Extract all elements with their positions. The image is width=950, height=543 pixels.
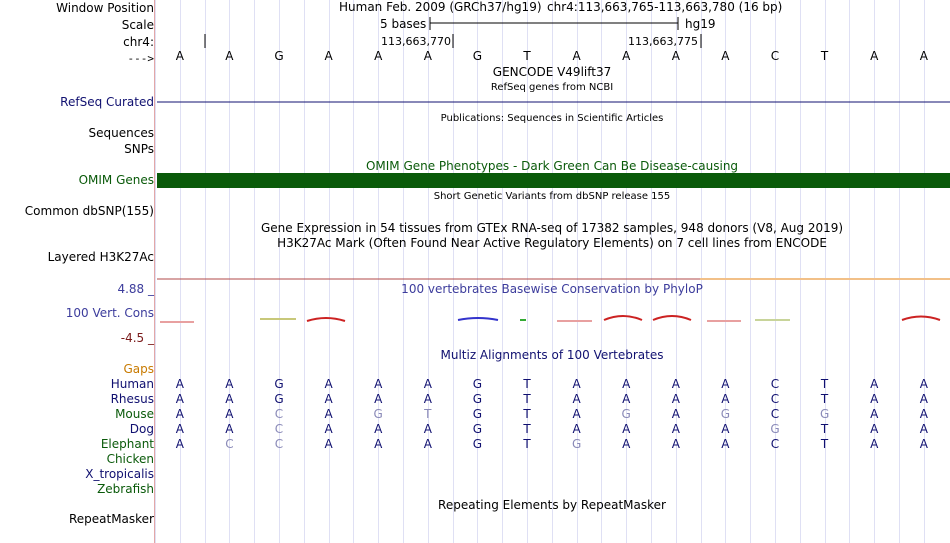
track-title-gtex: Gene Expression in 54 tissues from GTEx RNA-seq of 17382 samples, 948 donors (V8, Aug 2019) — [260, 221, 844, 235]
track-label-gaps[interactable]: Gaps — [123, 362, 154, 376]
aligned-base: G — [472, 392, 483, 406]
reference-base: A — [572, 49, 581, 63]
assembly-name: Human Feb. 2009 (GRCh37/hg19) — [339, 0, 542, 14]
aligned-base: A — [919, 407, 928, 421]
reference-base: A — [671, 49, 680, 63]
aligned-base: A — [324, 377, 333, 391]
aligned-base: A — [671, 377, 680, 391]
reference-base: C — [770, 49, 780, 63]
phylop-peak-8 — [653, 316, 691, 320]
aligned-base: A — [870, 377, 879, 391]
aligned-base: A — [919, 392, 928, 406]
aligned-base: A — [225, 377, 234, 391]
aligned-base: A — [671, 407, 680, 421]
aligned-base: A — [175, 407, 184, 421]
track-label-sequences[interactable]: Sequences — [88, 126, 154, 140]
aligned-base: G — [720, 407, 731, 421]
aligned-base: G — [274, 392, 284, 406]
aligned-base: C — [274, 437, 284, 451]
aligned-base: G — [274, 377, 284, 391]
aligned-base: A — [225, 407, 234, 421]
aligned-base: A — [870, 407, 879, 421]
aligned-base: A — [721, 377, 730, 391]
track-title-multiz: Multiz Alignments of 100 Vertebrates — [440, 348, 664, 362]
species-label-zebrafish[interactable]: Zebrafish — [97, 482, 154, 496]
scale-db: hg19 — [685, 17, 716, 31]
reference-base: A — [870, 49, 879, 63]
position-readout: chr4:113,663,765-113,663,780 (16 bp) — [547, 0, 783, 14]
aligned-base: A — [572, 407, 581, 421]
track-title-dbsnp: Short Genetic Variants from dbSNP release 155 — [433, 191, 671, 202]
reference-base: A — [175, 49, 184, 63]
alignment-row-rhesus — [0, 392, 950, 407]
scale-label: Scale — [121, 18, 154, 32]
reference-base: A — [622, 49, 631, 63]
reference-base: A — [721, 49, 730, 63]
species-label-xtropicalis[interactable]: X_tropicalis — [85, 467, 154, 481]
aligned-base: G — [770, 422, 780, 436]
aligned-base: A — [622, 437, 631, 451]
aligned-base: A — [175, 377, 184, 391]
alignment-row-dog — [0, 422, 950, 437]
omim-gene-band — [157, 173, 950, 188]
alignment-row-elephant — [0, 437, 950, 452]
species-label-elephant[interactable]: Elephant — [100, 437, 154, 451]
aligned-base: A — [324, 392, 333, 406]
species-label-dog[interactable]: Dog — [129, 422, 154, 436]
aligned-base: A — [572, 392, 581, 406]
aligned-base: G — [472, 377, 483, 391]
aligned-base: A — [622, 422, 631, 436]
aligned-base: A — [423, 392, 432, 406]
phylop-peak-3 — [307, 318, 345, 321]
chrom-label: chr4: — [123, 35, 154, 49]
aligned-base: A — [374, 392, 383, 406]
aligned-base: G — [571, 437, 582, 451]
track-label-cons[interactable]: 100 Vert. Cons — [65, 306, 154, 320]
aligned-base: A — [225, 422, 234, 436]
track-label-repeatmasker[interactable]: RepeatMasker — [68, 512, 154, 526]
aligned-base: A — [324, 437, 333, 451]
aligned-base: C — [770, 407, 780, 421]
track-title-publications: Publications: Sequences in Scientific Articles — [440, 113, 664, 124]
aligned-base: A — [572, 377, 581, 391]
aligned-base: A — [374, 437, 383, 451]
aligned-base: T — [820, 392, 829, 406]
aligned-base: A — [870, 422, 879, 436]
aligned-base: G — [472, 437, 483, 451]
aligned-base: A — [225, 392, 234, 406]
aligned-base: A — [324, 407, 333, 421]
reference-base: T — [820, 49, 829, 63]
species-label-mouse[interactable]: Mouse — [115, 407, 154, 421]
aligned-base: A — [919, 377, 928, 391]
reference-base: A — [324, 49, 333, 63]
track-title-gencode: GENCODE V49lift37 — [492, 65, 612, 79]
track-label-dbsnp[interactable]: Common dbSNP(155) — [24, 204, 154, 218]
reference-base: G — [274, 49, 284, 63]
aligned-base: G — [373, 407, 383, 421]
reference-sequence-row — [0, 49, 950, 64]
cons-min-label: -4.5 _ — [120, 331, 154, 345]
coord-label-b: 113,663,775 — [628, 35, 698, 48]
species-label-rhesus[interactable]: Rhesus — [110, 392, 154, 406]
strand-label: ---> — [127, 52, 154, 65]
track-label-h3k27ac[interactable]: Layered H3K27Ac — [47, 250, 154, 264]
window-position-label: Window Position — [56, 1, 154, 15]
track-title-h3k27ac: H3K27Ac Mark (Often Found Near Active Regulatory Elements) on 7 cell lines from ENCODE — [277, 236, 827, 250]
aligned-base: C — [770, 437, 780, 451]
aligned-base: A — [870, 437, 879, 451]
reference-base: A — [374, 49, 383, 63]
aligned-base: G — [472, 422, 483, 436]
aligned-base: A — [622, 377, 631, 391]
aligned-base: A — [374, 422, 383, 436]
reference-base: A — [225, 49, 234, 63]
aligned-base: A — [721, 437, 730, 451]
aligned-base: A — [175, 437, 184, 451]
aligned-base: A — [919, 422, 928, 436]
aligned-base: A — [622, 392, 631, 406]
aligned-base: A — [870, 392, 879, 406]
reference-base: T — [523, 49, 531, 63]
track-title-refseq: RefSeq genes from NCBI — [490, 82, 614, 93]
aligned-base: A — [175, 422, 184, 436]
alignment-row-mouse — [0, 407, 950, 422]
aligned-base: A — [572, 422, 581, 436]
reference-base: A — [423, 49, 432, 63]
aligned-base: T — [424, 407, 432, 421]
alignment-row-human — [0, 377, 950, 392]
aligned-base: C — [770, 377, 780, 391]
species-label-human[interactable]: Human — [110, 377, 154, 391]
phylop-peak-4 — [458, 318, 498, 320]
aligned-base: A — [175, 392, 184, 406]
aligned-base: G — [472, 407, 483, 421]
aligned-base: A — [671, 422, 680, 436]
phylop-peak-11 — [902, 317, 940, 321]
aligned-base: C — [274, 407, 284, 421]
aligned-base: A — [423, 422, 432, 436]
aligned-base: G — [819, 407, 830, 421]
track-title-omim: OMIM Gene Phenotypes - Dark Green Can Be Disease-causing — [365, 159, 739, 173]
aligned-base: A — [671, 392, 680, 406]
scale-text: 5 bases — [380, 17, 427, 31]
track-title-repeatmasker: Repeating Elements by RepeatMasker — [438, 498, 666, 512]
aligned-base: T — [523, 437, 531, 451]
aligned-base: T — [523, 377, 531, 391]
aligned-base: C — [225, 437, 234, 451]
aligned-base: A — [919, 437, 928, 451]
species-label-chicken[interactable]: Chicken — [106, 452, 154, 466]
aligned-base: A — [721, 422, 730, 436]
aligned-base: T — [820, 377, 829, 391]
aligned-base: A — [374, 377, 383, 391]
aligned-base: C — [274, 422, 284, 436]
track-label-omim[interactable]: OMIM Genes — [78, 173, 154, 187]
aligned-base: A — [324, 422, 333, 436]
aligned-base: G — [621, 407, 631, 421]
aligned-base: T — [820, 422, 829, 436]
aligned-base: A — [423, 437, 432, 451]
phylop-peak-7 — [604, 316, 642, 320]
reference-base: G — [472, 49, 483, 63]
track-title-phylop: 100 vertebrates Basewise Conservation by PhyloP — [401, 282, 703, 296]
aligned-base: A — [423, 377, 432, 391]
aligned-base: A — [671, 437, 680, 451]
aligned-base: T — [820, 437, 829, 451]
aligned-base: A — [721, 392, 730, 406]
track-label-snps[interactable]: SNPs — [124, 142, 154, 156]
coord-label-a: 113,663,770 — [381, 35, 451, 48]
cons-max-label: 4.88 _ — [117, 282, 154, 296]
reference-base: A — [919, 49, 928, 63]
phylop-signal — [160, 316, 940, 322]
track-label-refseq[interactable]: RefSeq Curated — [60, 95, 154, 109]
aligned-base: C — [770, 392, 780, 406]
aligned-base: T — [523, 422, 531, 436]
aligned-base: T — [523, 392, 531, 406]
aligned-base: T — [523, 407, 531, 421]
